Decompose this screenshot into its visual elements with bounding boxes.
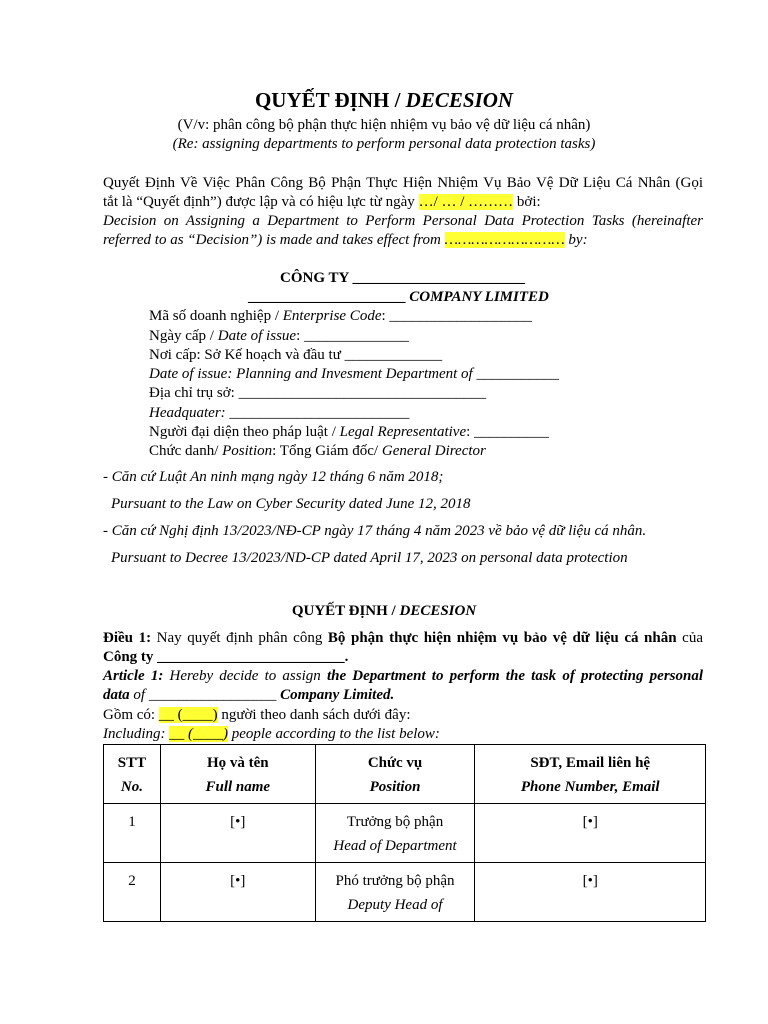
page-title: QUYẾT ĐỊNH / DECESION <box>254 88 514 112</box>
legal-basis-2-vi: - Căn cứ Nghị định 13/2023/NĐ-CP ngày 17 tháng 4 năm 2023 về bảo vệ dữ liệu cá nhân. <box>103 523 647 539</box>
article1-en-count: Including: __ (____) people according to the list below: <box>103 726 440 742</box>
legal-basis-1-en: Pursuant to the Law on Cyber Security dated June 12, 2018 <box>111 496 471 512</box>
intro-en-line1: Decision on Assigning a Department to Perform Personal Data Protection Tasks (hereinafter <box>103 213 703 229</box>
table-row <box>104 804 706 863</box>
staff-table <box>103 744 706 922</box>
legal-basis-1-vi: - Căn cứ Luật An ninh mạng ngày 12 tháng 6 năm 2018; <box>103 469 444 485</box>
subtitle-vi: (V/v: phân công bộ phận thực hiện nhiệm vụ bảo vệ dữ liệu cá nhân) <box>177 117 591 133</box>
header-position: Chức vụ Position <box>315 745 475 804</box>
company-name-vi: CÔNG TY _______________________ <box>280 270 526 286</box>
table-row <box>104 863 706 922</box>
decision-heading: QUYẾT ĐỊNH / DECESION <box>291 603 477 619</box>
subtitle-en: (Re: assigning departments to perform personal data protection tasks) <box>172 136 596 152</box>
header-full-name: Họ và tên Full name <box>160 745 315 804</box>
company-name-en: _____________________ COMPANY LIMITED <box>248 289 549 305</box>
cell-position: Trưởng bộ phận Head of Department <box>315 804 475 863</box>
field-date-of-issue: Ngày cấp / Date of issue: ______________ <box>149 328 409 344</box>
field-position: Chức danh/ Position: Tổng Giám đốc/ General Director <box>149 443 486 459</box>
cell-position: Phó trưởng bộ phận Deputy Head of <box>315 863 475 922</box>
intro-en-date: ……………………… <box>444 232 565 248</box>
intro-vi-date: …/ … / ……… <box>418 194 514 210</box>
article1-en-line1: Article 1: Hereby decide to assign the Department to perform the task of protecting personal <box>103 668 704 684</box>
cell-no: 2 <box>104 863 161 922</box>
header-no: STT No. <box>104 745 161 804</box>
field-address-vi: Địa chỉ trụ sở: _________________________________ <box>149 385 487 401</box>
intro-en-line2: referred to as “Decision”) is made and takes effect from ……………………… by: <box>103 232 588 248</box>
table-header-row <box>104 745 706 804</box>
article1-vi-company: Công ty _________________________. <box>103 649 349 665</box>
intro-vi-line1: Quyết Định Về Việc Phân Công Bộ Phận Thực Hiện Nhiệm Vụ Bảo Vệ Dữ Liệu Cá Nhân (Gọi <box>103 175 703 191</box>
cell-name: [•] <box>160 804 315 863</box>
cell-name: [•] <box>160 863 315 922</box>
article1-vi-line1: Điều 1: Nay quyết định phân công Bộ phận thực hiện nhiệm vụ bảo vệ dữ liệu cá nhân của <box>103 630 703 646</box>
legal-basis-2-en: Pursuant to Decree 13/2023/ND-CP dated April 17, 2023 on personal data protection <box>111 550 628 566</box>
intro-vi-line2: tắt là “Quyết định”) được lập và có hiệu lực từ ngày …/ … / ……… bởi: <box>103 194 541 210</box>
cell-contact: [•] <box>475 804 706 863</box>
field-address-en: Headquater: ________________________ <box>149 405 410 421</box>
cell-no: 1 <box>104 804 161 863</box>
field-enterprise-code: Mã số doanh nghiệp / Enterprise Code: ___________________ <box>149 308 532 324</box>
header-contact: SĐT, Email liên hệ Phone Number, Email <box>475 745 706 804</box>
field-place-of-issue-en: Date of issue: Planning and Invesment Department of ___________ <box>149 366 559 382</box>
cell-contact: [•] <box>475 863 706 922</box>
field-place-of-issue-vi: Nơi cấp: Sở Kế hoạch và đầu tư _____________ <box>149 347 443 363</box>
field-legal-representative: Người đại diện theo pháp luật / Legal Representative: __________ <box>149 424 550 440</box>
article1-vi-count: Gồm có: __ (____) người theo danh sách dưới đây: <box>103 707 411 723</box>
article1-en-line2: data of _________________ Company Limited. <box>103 687 395 703</box>
